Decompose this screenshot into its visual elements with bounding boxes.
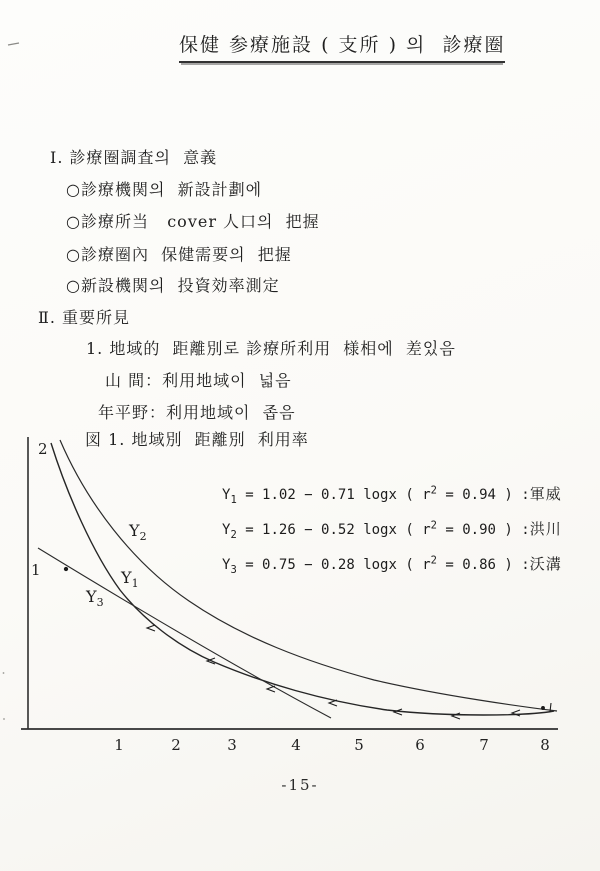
curve-label-y3	[86, 587, 104, 609]
end-tick	[550, 703, 551, 712]
curve-label-y1	[121, 568, 139, 590]
curve-label-base: Y	[86, 587, 97, 606]
equation-body: = 0.75 − 0.28 logx ( r	[236, 557, 431, 573]
curve-label-sub: 3	[96, 596, 104, 610]
equation-lhs: Y	[222, 487, 231, 503]
equation-tail: = 0.86 ) :	[436, 557, 530, 573]
y-tick-1: 1	[31, 561, 41, 579]
equation-region: 洪川	[529, 520, 562, 538]
equation-lhs: Y	[222, 557, 231, 573]
finding-item-1: 1. 地域的 距離別로 診療所利用 様相에 差있음	[86, 339, 456, 358]
plain-note: 年平野：利用地域이 좁음	[98, 403, 296, 422]
curve-label-sub: 1	[131, 577, 139, 591]
data-point-arrow	[329, 700, 337, 706]
scan-artifact-speck	[3, 672, 5, 674]
data-point-arrow	[452, 713, 460, 719]
equation-region: 軍威	[529, 485, 562, 503]
x-tick-1: 1	[114, 736, 124, 754]
curve-label-y2	[129, 521, 147, 543]
data-point-arrow	[512, 710, 520, 716]
equation-region: 沃溝	[529, 555, 562, 573]
data-point-arrow	[267, 686, 275, 692]
equation-subscript: 3	[230, 563, 237, 576]
equation-tail: = 0.94 ) :	[436, 487, 530, 503]
x-tick-4: 4	[291, 736, 301, 754]
x-tick-3: 3	[227, 736, 237, 754]
curve-label-sub: 2	[139, 530, 147, 544]
data-point-arrow	[207, 658, 215, 664]
mountain-note: 山 間：利用地域이 넓음	[105, 371, 292, 390]
equation-body: = 1.26 − 0.52 logx ( r	[236, 522, 431, 538]
equation-exponent: 2	[430, 554, 437, 567]
x-tick-7: 7	[479, 736, 489, 754]
equation-exponent: 2	[430, 519, 437, 532]
x-tick-6: 6	[415, 736, 425, 754]
curve-label-base: Y	[121, 568, 132, 587]
equation-lhs: Y	[222, 522, 231, 538]
bullet-cover-population: ○診療所当 cover 人口의 把握	[66, 212, 320, 231]
data-point-arrow	[394, 709, 402, 715]
section-2-heading: Ⅱ. 重要所見	[38, 308, 131, 327]
equation-y3	[222, 553, 562, 576]
bullet-investment-efficiency: ○新設機関의 投資効率測定	[66, 276, 280, 295]
bullet-new-plan: ○診療機関의 新設計劃에	[66, 180, 263, 199]
page-number: -15-	[281, 776, 319, 794]
equation-tail: = 0.90 ) :	[436, 522, 530, 538]
curve-label-base: Y	[129, 521, 140, 540]
data-point	[64, 567, 67, 570]
page-title: 保健 参療施設 ( 支所 ) 의 診療圈	[179, 30, 505, 63]
x-tick-2: 2	[171, 736, 181, 754]
equation-body: = 1.02 − 0.71 logx ( r	[236, 487, 431, 503]
equation-exponent: 2	[430, 484, 437, 497]
data-point	[542, 707, 545, 710]
x-tick-5: 5	[354, 736, 364, 754]
x-tick-8: 8	[540, 736, 550, 754]
scan-artifact-speck	[3, 718, 5, 720]
section-1-heading: Ⅰ. 診療圈調査의 意義	[50, 148, 218, 167]
equation-subscript: 1	[230, 493, 237, 506]
figure-caption: 図 1. 地域別 距離別 利用率	[85, 430, 309, 449]
equation-y1	[222, 483, 562, 506]
y-tick-2: 2	[38, 440, 48, 458]
equation-subscript: 2	[230, 528, 237, 541]
equation-y2	[222, 518, 562, 541]
bullet-health-needs: ○診療圈內 保健需要의 把握	[66, 245, 292, 264]
scan-artifact-dash	[8, 43, 19, 45]
data-point-arrow	[147, 625, 155, 631]
